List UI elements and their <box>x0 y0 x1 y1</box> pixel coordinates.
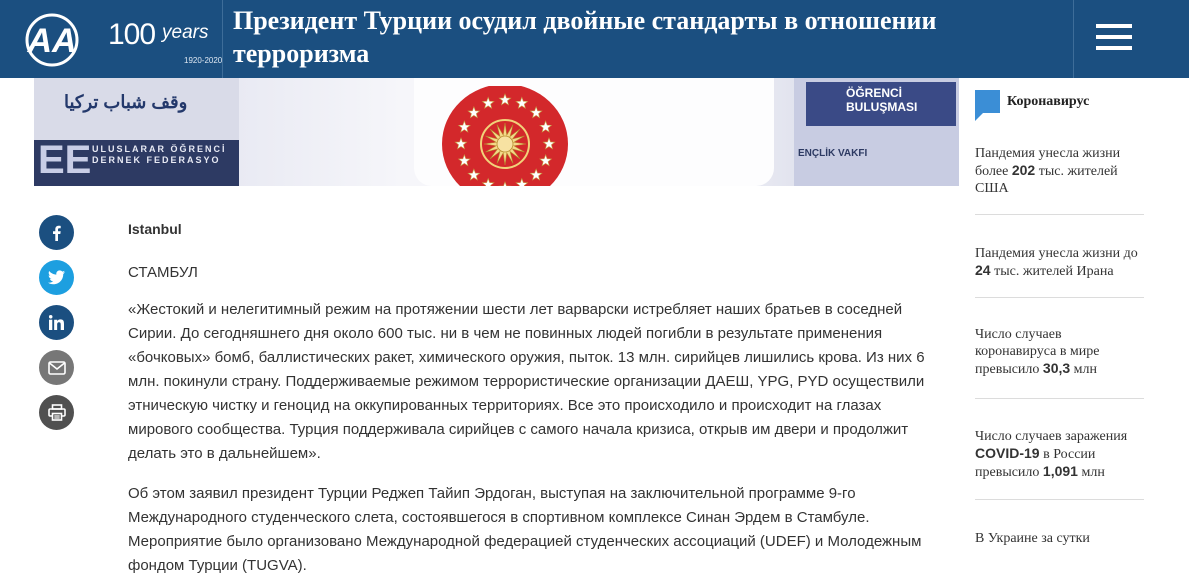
article-paragraph: Об этом заявил президент Турции Реджеп Тайип Эрдоган, выступая на заключительной программе 9-го Международного студенческого слета, состоявшегося в спортивном комплексе Синан Эрдем в Стамбуле. Мероприятие было организовано Международной федерацией студенческих ассоциаций (UDEF) и Молодежным фондом Турции (TUGVA). <box>128 485 922 574</box>
speech-bubble-icon <box>975 90 1000 115</box>
svg-text:AA: AA <box>27 22 77 60</box>
banner-right-text: ÖĞRENCİ BULUŞMASI <box>846 86 918 114</box>
presidential-seal-icon <box>440 86 570 186</box>
header-divider <box>222 0 223 78</box>
article-body <box>128 220 928 578</box>
article-city: СТАМБУЛ <box>128 264 198 281</box>
facebook-icon <box>49 225 65 241</box>
logo-dates-label: 1920-2020 <box>184 56 223 65</box>
banner-arabic-text: وقف شباب تركيا <box>64 92 188 112</box>
logo-100-label: 100 <box>108 18 156 51</box>
twitter-icon <box>48 270 65 285</box>
email-icon <box>48 361 66 375</box>
email-share-button[interactable] <box>39 350 74 385</box>
centennial-badge <box>108 18 223 65</box>
site-header <box>0 0 1189 78</box>
sidebar-news-item[interactable]: Пандемия унесла жизни до 24 тыс. жителей Ирана <box>975 246 1138 279</box>
logo-years-label: years <box>162 22 209 43</box>
hamburger-menu-icon[interactable] <box>1096 24 1132 54</box>
header-divider <box>1073 0 1074 78</box>
coronavirus-sidebar <box>975 88 1145 547</box>
print-share-button[interactable] <box>39 395 74 430</box>
linkedin-icon <box>49 315 64 330</box>
banner-right-bottom-text: ENÇLİK VAKFI <box>798 148 868 159</box>
share-toolbar <box>39 215 75 440</box>
aa-logo-mark-icon <box>22 10 84 68</box>
facebook-share-button[interactable] <box>39 215 74 250</box>
sidebar-title: Коронавирус <box>1007 94 1090 109</box>
banner-left <box>34 78 239 186</box>
sidebar-news-item[interactable]: Число случаев заражения COVID-19 в России превысило 1,091 млн <box>975 429 1128 480</box>
sidebar-news-item[interactable]: В Украине за сутки <box>975 531 1090 546</box>
article-paragraph: «Жестокий и нелегитимный режим на протяжении шести лет варварски истребляет наших братьев в соседней Сирии. До сегодняшнего дня около 600 тыс. ни в чем не повинных людей погибли в результате применения «бочковых» бомб, баллистических ракет, химического оружия, пыток. 13 млн. сирийцев лишились крова. Из них 6 млн. покинули страну. Поддерживаемые режимом террористические организации ДАЕШ, YPG, PYD осуществили этническую чистку и геноцид на оккупированных территориях. Все это происходило и происходит на глазах мирового сообщества. Турция поддерживала сирийцев с самого начала кризиса, открыв им двери и продолжит делать это в дальнейшем». <box>128 301 925 462</box>
article-headline: Президент Турции осудил двойные стандарты в отношении терроризма <box>233 6 937 68</box>
linkedin-share-button[interactable] <box>39 305 74 340</box>
article-hero-image <box>34 78 959 186</box>
banner-letters: EE <box>38 138 92 182</box>
sidebar-header[interactable] <box>975 88 1145 116</box>
sidebar-news-item[interactable]: Число случаев коронавируса в мире превысило 30,3 млн <box>975 327 1100 377</box>
aa-logo[interactable] <box>22 10 222 68</box>
print-icon <box>48 404 66 421</box>
sidebar-news-item[interactable]: Пандемия унесла жизни более 202 тыс. жителей США <box>975 146 1121 196</box>
twitter-share-button[interactable] <box>39 260 74 295</box>
banner-udef-text: ULUSLARAR ÖĞRENCİ DERNEK FEDERASYO <box>92 144 227 165</box>
banner-right <box>794 78 959 186</box>
article-location: Istanbul <box>128 221 182 237</box>
